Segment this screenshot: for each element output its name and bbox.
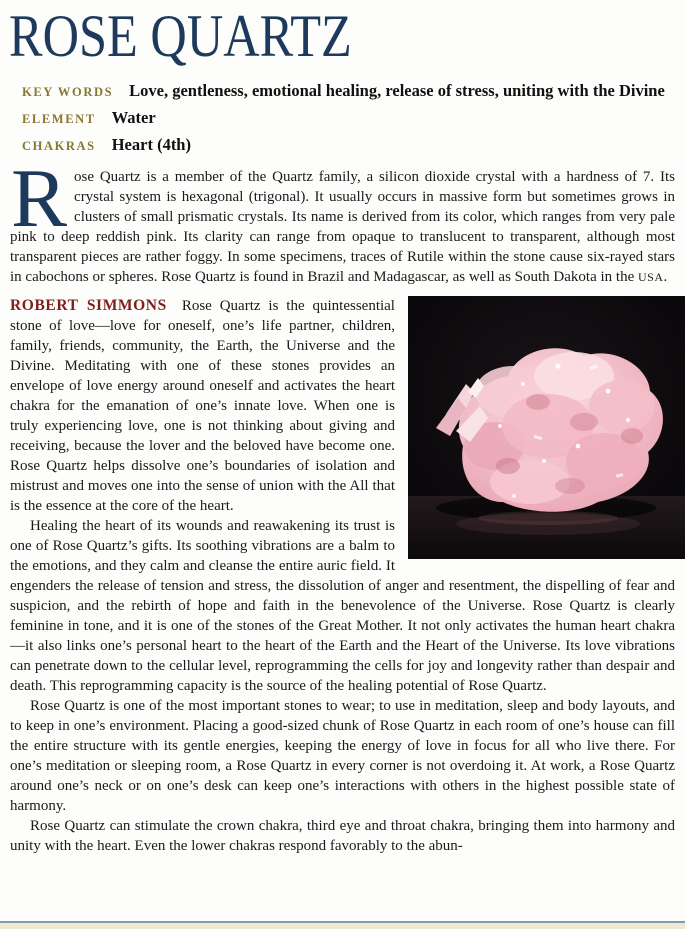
article-body <box>10 152 675 856</box>
keywords-value: Love, gentleness, emotional healing, release of stress, uniting with the Divine <box>129 81 665 100</box>
meta-row-keywords <box>22 80 675 103</box>
rose-quartz-photo-graphic <box>408 296 685 559</box>
meta-block <box>22 80 675 157</box>
author-paragraph-text: Rose Quartz is the quintessential stone of love—love for oneself, one’s life partner, children, family, friends, community, the Earth, the Universe and the Divine. Meditating with one of these stones provides an envelope of love energy around oneself and activates the heart chakra for the emanation of one’s innate love. When one is truly experiencing love, one is not thinking about giving and receiving, because the lover and the beloved have become one. Rose Quartz helps dissolve one’s boundaries of isolation and mistrust and moves one into the sense of union with the All that is the essence at the core of the heart. <box>10 298 395 514</box>
keywords-label: KEY WORDS <box>22 85 114 99</box>
meta-row-element <box>22 107 675 130</box>
body-paragraph-3: Rose Quartz can stimulate the crown chakra, third eye and throat chakra, bringing them into harmony and unity with the heart. Even the lower chakras respond favorably to the abun- <box>10 818 675 854</box>
drop-cap: R <box>11 152 68 245</box>
element-label: ELEMENT <box>22 112 96 126</box>
element-value: Water <box>111 108 156 127</box>
chakras-value: Heart (4th) <box>111 135 191 154</box>
chakras-label: CHAKRAS <box>22 139 96 153</box>
rose-quartz-photo <box>408 296 685 559</box>
intro-text: ose Quartz is a member of the Quartz family, a silicon dioxide crystal with a hardness of 7. Its crystal system is hexagonal (trigonal). It usually occurs in massive form but sometimes grows in clusters of small prismatic crystals. Its name is derived from its color, which ranges from very pale pink to deep reddish pink. Its clarity can range from opaque to translucent to transparent, although most transparent pieces are rather foggy. In some specimens, traces of Rutile within the stone cause six-rayed stars in cabochons or spheres. Rose Quartz is found in Brazil and Madagascar, as well as South Dakota in the <box>10 169 675 285</box>
intro-smallcaps-usa: USA <box>638 270 664 284</box>
author-name: ROBERT SIMMONS <box>10 297 167 314</box>
meta-row-chakras <box>22 134 675 157</box>
body-paragraph-2: Rose Quartz is one of the most important stones to wear; to use in meditation, sleep and body layouts, and to keep in one’s environment. Placing a good-sized chunk of Rose Quartz in each room of one’s house can fill the entire structure with its gentle energies, keeping the energy of love in focus for all who live there. For one’s meditation or sleeping room, a Rose Quartz in every corner is not overdoing it. At work, a Rose Quartz around one’s neck or on one’s desk can keep one’s interactions with others in the highest possible state of harmony. <box>10 698 675 814</box>
page-footer-band <box>0 921 685 929</box>
intro-paragraph <box>10 152 675 287</box>
body-paragraph-1: Healing the heart of its wounds and reawakening its trust is one of Rose Quartz’s gifts. Its soothing vibrations are a balm to the emotions, and they calm and cleanse the entire auric field. It engenders the release of tension and stress, the dissolution of anger and resentment, the dispelling of fear and suspicion, and the rebirth of hope and faith in the benevolence of the Universe. Rose Quartz is clearly feminine in tone, and it is one of the stones of the Great Mother. It not only activates the human heart chakra—it also links one’s personal heart to the heart of the Earth and the Heart of the Universe. Its love vibrations can penetrate down to the cellular level, reprogramming the cells for joy and longevity rather than despair and death. This reprogramming capacity is the source of the healing potential of Rose Quartz. <box>10 518 675 694</box>
intro-period: . <box>663 269 668 285</box>
page-title: ROSE QUARTZ <box>9 3 352 69</box>
